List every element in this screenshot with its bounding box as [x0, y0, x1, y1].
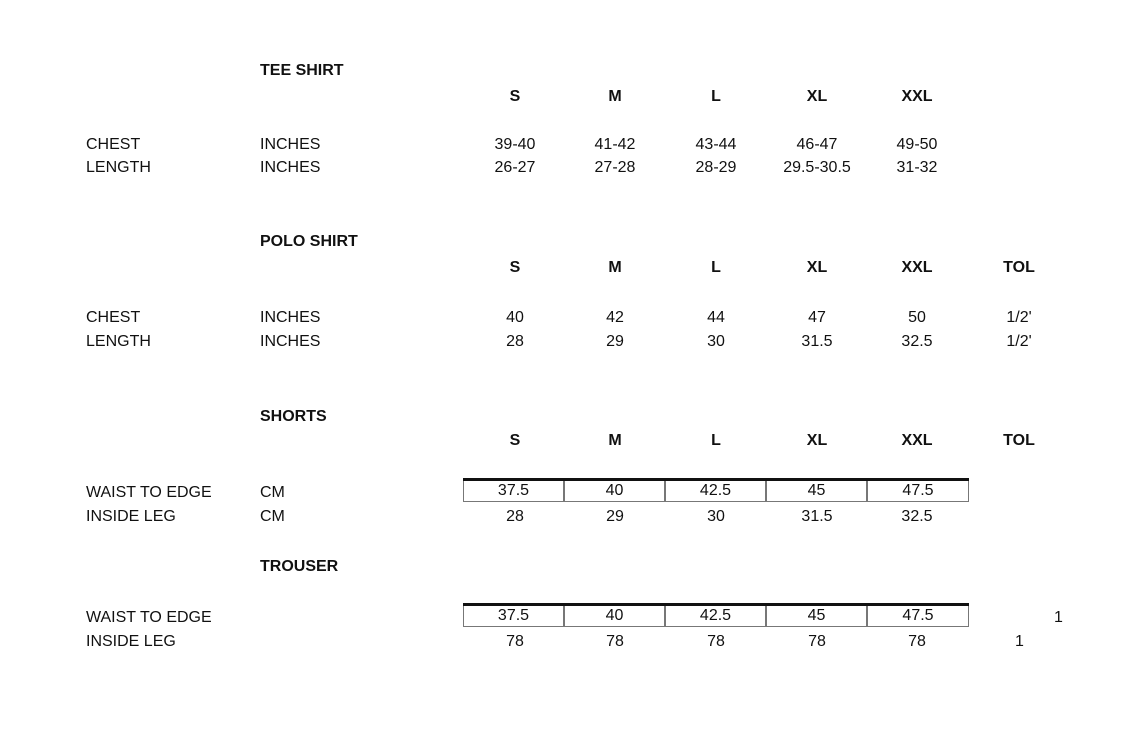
shorts-inside-leg-value-l: 30 [707, 508, 725, 525]
shorts-inside-leg-value-s: 28 [506, 508, 524, 525]
polo-length-value-m: 29 [606, 333, 624, 350]
polo-row-label-chest: CHEST [86, 309, 141, 326]
polo-row-unit-length: INCHES [260, 333, 321, 350]
trouser-waist-value-m: 40 [564, 606, 665, 627]
shorts-row-label-inside-leg: INSIDE LEG [86, 508, 176, 525]
shorts-waist-value-l: 42.5 [665, 481, 766, 502]
polo-size-header-xl: XL [806, 259, 828, 276]
tee-row-label-length: LENGTH [86, 159, 151, 176]
shorts-inside-leg-value-m: 29 [606, 508, 624, 525]
tee-length-value-s: 26-27 [494, 159, 536, 176]
trouser-row-label-waist: WAIST TO EDGE [86, 609, 212, 626]
trouser-waist-value-s: 37.5 [463, 606, 564, 627]
trouser-waist-tolerance: 1 [1054, 609, 1063, 626]
polo-length-value-tol: 1/2' [1006, 333, 1032, 350]
trouser-inside-leg-value-xxl: 78 [908, 633, 926, 650]
polo-size-header-tol: TOL [1003, 259, 1035, 276]
shorts-row-unit-waist: CM [260, 484, 285, 501]
polo-length-value-l: 30 [707, 333, 725, 350]
tee-size-header-l: L [711, 88, 721, 105]
trouser-inside-leg-value-xl: 78 [808, 633, 826, 650]
polo-chest-value-xxl: 50 [908, 309, 926, 326]
tee-length-value-xxl: 31-32 [896, 159, 938, 176]
shorts-inside-leg-value-xl: 31.5 [801, 508, 833, 525]
polo-length-value-xxl: 32.5 [901, 333, 933, 350]
trouser-inside-leg-value-s: 78 [506, 633, 524, 650]
shorts-row-label-waist: WAIST TO EDGE [86, 484, 212, 501]
trouser-title: TROUSER [260, 558, 339, 575]
tee-chest-value-xl: 46-47 [796, 136, 838, 153]
shorts-waist-value-xl: 45 [766, 481, 867, 502]
tee-chest-value-l: 43-44 [695, 136, 737, 153]
polo-size-header-xxl: XXL [901, 259, 933, 276]
shorts-row-unit-inside-leg: CM [260, 508, 285, 525]
tee-row-label-chest: CHEST [86, 136, 141, 153]
tee-chest-value-xxl: 49-50 [896, 136, 938, 153]
trouser-waist-value-xl: 45 [766, 606, 867, 627]
trouser-inside-leg-value-m: 78 [606, 633, 624, 650]
polo-chest-value-m: 42 [606, 309, 624, 326]
shorts-size-header-xxl: XXL [901, 432, 933, 449]
trouser-waist-boxed-row [463, 603, 969, 627]
tee-size-header-s: S [509, 88, 521, 105]
shorts-size-header-tol: TOL [1003, 432, 1035, 449]
trouser-waist-value-xxl: 47.5 [867, 606, 969, 627]
polo-chest-value-l: 44 [707, 309, 725, 326]
polo-length-value-xl: 31.5 [801, 333, 833, 350]
polo-chest-value-tol: 1/2' [1006, 309, 1032, 326]
trouser-row-label-inside-leg: INSIDE LEG [86, 633, 176, 650]
shorts-size-header-s: S [509, 432, 521, 449]
tee-size-header-m: M [608, 88, 622, 105]
shorts-waist-value-xxl: 47.5 [867, 481, 969, 502]
tee-length-value-l: 28-29 [695, 159, 737, 176]
shorts-inside-leg-value-xxl: 32.5 [901, 508, 933, 525]
trouser-inside-leg-value-l: 78 [707, 633, 725, 650]
polo-size-header-s: S [509, 259, 521, 276]
tee-row-unit-length: INCHES [260, 159, 321, 176]
polo-length-value-s: 28 [506, 333, 524, 350]
tee-chest-value-s: 39-40 [494, 136, 536, 153]
tee-chest-value-m: 41-42 [594, 136, 636, 153]
shorts-size-header-xl: XL [806, 432, 828, 449]
tee-shirt-title: TEE SHIRT [260, 62, 344, 79]
shorts-title: SHORTS [260, 408, 327, 425]
shorts-waist-value-s: 37.5 [463, 481, 564, 502]
tee-size-header-xl: XL [806, 88, 828, 105]
polo-size-header-m: M [608, 259, 622, 276]
polo-chest-value-s: 40 [506, 309, 524, 326]
shorts-size-header-l: L [711, 432, 721, 449]
polo-row-label-length: LENGTH [86, 333, 151, 350]
shorts-waist-boxed-row [463, 478, 969, 502]
tee-size-header-xxl: XXL [901, 88, 933, 105]
polo-size-header-l: L [711, 259, 721, 276]
polo-shirt-title: POLO SHIRT [260, 233, 358, 250]
polo-row-unit-chest: INCHES [260, 309, 321, 326]
trouser-waist-value-l: 42.5 [665, 606, 766, 627]
trouser-inside-leg-tolerance: 1 [1015, 633, 1024, 650]
shorts-waist-value-m: 40 [564, 481, 665, 502]
polo-chest-value-xl: 47 [808, 309, 826, 326]
tee-length-value-m: 27-28 [594, 159, 636, 176]
shorts-size-header-m: M [608, 432, 622, 449]
tee-length-value-xl: 29.5-30.5 [783, 159, 851, 176]
tee-row-unit-chest: INCHES [260, 136, 321, 153]
